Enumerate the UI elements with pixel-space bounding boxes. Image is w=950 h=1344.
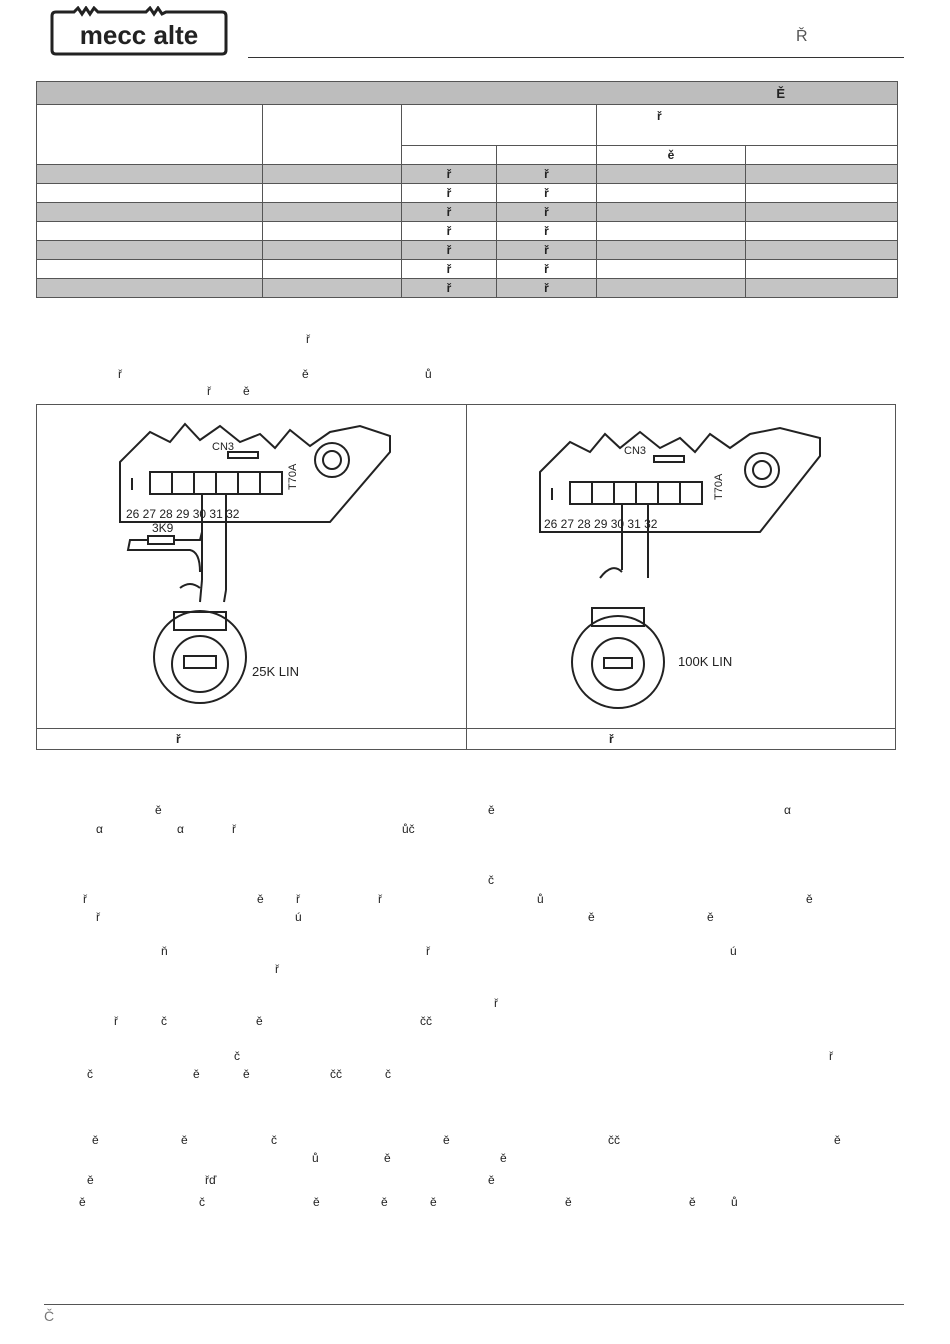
potentiometer-label: 100K LIN: [678, 654, 733, 669]
table-subheader-cell: [402, 146, 497, 165]
connector-label: CN3: [624, 445, 647, 457]
intro-text: ů: [425, 367, 432, 381]
table-row: ř ř: [37, 279, 898, 298]
intro-text: ř: [207, 384, 211, 398]
header-rule: [248, 57, 904, 58]
table-header-cell: [263, 105, 402, 165]
spec-table: [36, 81, 898, 298]
footer-rule: [44, 1304, 904, 1305]
intro-text: ř: [306, 332, 310, 346]
intro-text: ě: [243, 384, 250, 398]
table-row: ř ř: [37, 184, 898, 203]
table-row: ř ř: [37, 222, 898, 241]
potentiometer-label: 25K LIN: [252, 664, 299, 679]
table-row: ř ř: [37, 165, 898, 184]
right-wiring-diagram: [530, 412, 850, 722]
document-code: Ř: [796, 28, 808, 45]
pin-numbers: 26 27 28 29 30 31 32: [126, 507, 240, 521]
intro-text: ř: [118, 367, 122, 381]
table-row: ř ř: [37, 260, 898, 279]
table-subheader-cell: [497, 146, 597, 165]
board-label: T70A: [287, 463, 299, 490]
connector-label: CN3: [212, 441, 235, 453]
table-subheader-col5: ě: [597, 146, 746, 165]
table-title: Ě: [37, 82, 898, 105]
resistor-label: 3K9: [152, 521, 174, 535]
table-subheader-cell: [746, 146, 898, 165]
table-header-col5: ř: [597, 105, 898, 146]
table-header-cell: [402, 105, 597, 146]
mecc-alte-logo: [46, 6, 230, 58]
pin-numbers: 26 27 28 29 30 31 32: [544, 517, 658, 531]
caption-rule: [36, 728, 896, 729]
table-row: ř ř: [37, 203, 898, 222]
logo-text: mecc alte: [79, 20, 199, 50]
intro-text: ě: [302, 367, 309, 381]
board-label: T70A: [713, 473, 725, 500]
table-row: ř ř: [37, 241, 898, 260]
figure-divider: [466, 404, 467, 750]
table-header-cell: [37, 105, 263, 165]
left-wiring-diagram: [100, 412, 400, 722]
footer-page-label: Č: [44, 1308, 55, 1324]
left-caption: ř: [176, 732, 181, 746]
right-caption: ř: [609, 732, 614, 746]
